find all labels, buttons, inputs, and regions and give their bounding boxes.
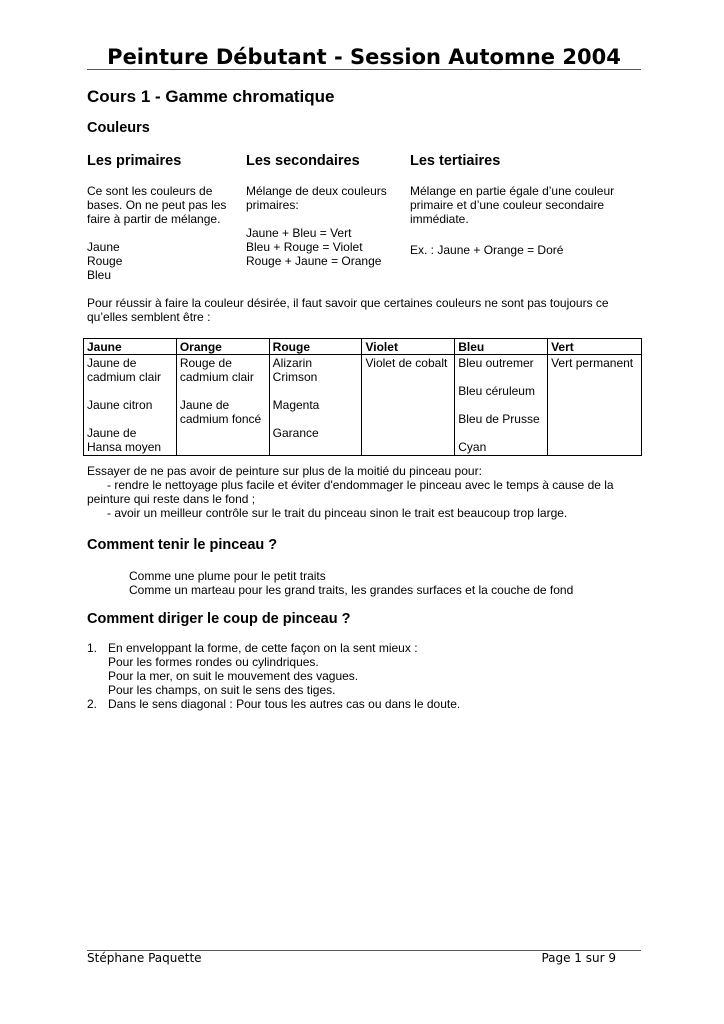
advice-line: peinture qui reste dans le fond ;	[87, 492, 256, 506]
cell-text: Vert permanent	[551, 356, 634, 370]
intro-paragraph: Pour réussir à faire la couleur désirée, il faut savoir que certaines couleurs ne sont pas toujours ce qu’elles semblent être :	[87, 296, 609, 324]
list-item	[87, 641, 460, 697]
column-header-bleu: Bleu	[455, 339, 548, 355]
list-number: 2.	[87, 697, 98, 711]
table-header-row	[84, 339, 642, 355]
footer-page-number: Page 1 sur 9	[541, 951, 616, 965]
colors-heading: Couleurs	[87, 120, 150, 136]
column-header-vert: Vert	[548, 339, 642, 355]
footer-author: Stéphane Paquette	[87, 951, 202, 965]
advice-line: - avoir un meilleur contrôle sur le trait du pinceau sinon le trait est beaucoup trop large.	[107, 506, 568, 520]
cell-text: Jaune de cadmium clair Jaune citron Jaune de Hansa moyen	[87, 356, 162, 454]
table-cell-rouge	[269, 355, 362, 456]
tertiaries-heading: Les tertiaires	[410, 153, 501, 169]
advice-line: - rendre le nettoyage plus facile et éviter d'endommager le pinceau avec le temps à cause de la	[107, 478, 614, 492]
list-text: En enveloppant la forme, de cette façon on la sent mieux : Pour les formes rondes ou cylindriques. Pour la mer, on suit le mouvement des vagues. Pour les champs, on suit le sens des tiges.	[108, 641, 418, 697]
primaries-heading: Les primaires	[87, 153, 182, 169]
column-header-orange: Orange	[176, 339, 269, 355]
primaries-description: Ce sont les couleurs de bases. On ne peut pas les faire à partir de mélange.	[87, 184, 227, 226]
table-row	[84, 355, 642, 456]
cell-text: Alizarin Crimson Magenta Garance	[272, 356, 320, 440]
secondaries-heading: Les secondaires	[246, 153, 360, 169]
table-cell-bleu	[455, 355, 548, 456]
cell-text: Bleu outremer Bleu céruleum Bleu de Prusse Cyan	[458, 356, 540, 454]
direct-heading: Comment diriger le coup de pinceau ?	[87, 611, 351, 627]
advice-line: Essayer de ne pas avoir de peinture sur plus de la moitié du pinceau pour:	[87, 464, 482, 478]
column-header-jaune: Jaune	[84, 339, 177, 355]
direct-list	[87, 641, 460, 711]
secondaries-list: Jaune + Bleu = Vert Bleu + Rouge = Violet Rouge + Jaune = Orange	[246, 226, 382, 268]
advice-block	[87, 464, 647, 520]
course-title: Cours 1 - Gamme chromatique	[87, 87, 335, 106]
list-item	[87, 697, 460, 711]
secondaries-description: Mélange de deux couleurs primaires:	[246, 184, 387, 212]
title-divider	[87, 69, 641, 70]
primaries-list: Jaune Rouge Bleu	[87, 240, 123, 282]
table-cell-vert	[548, 355, 642, 456]
color-table	[83, 338, 642, 456]
cell-text: Rouge de cadmium clair Jaune de cadmium foncé	[179, 356, 262, 426]
list-number: 1.	[87, 641, 98, 655]
table-cell-jaune	[84, 355, 177, 456]
table-cell-violet	[362, 355, 455, 456]
cell-text: Violet de cobalt	[365, 356, 448, 370]
column-header-violet: Violet	[362, 339, 455, 355]
page-title: Peinture Débutant - Session Automne 2004	[107, 45, 621, 69]
tertiaries-description: Mélange en partie égale d’une couleur primaire et d’une couleur secondaire immédiate.	[410, 184, 615, 226]
table-cell-orange	[176, 355, 269, 456]
hold-block	[129, 569, 573, 597]
hold-heading: Comment tenir le pinceau ?	[87, 537, 278, 553]
list-text: Dans le sens diagonal : Pour tous les autres cas ou dans le doute.	[108, 697, 461, 711]
hold-line: Comme une plume pour le petit traits	[129, 569, 326, 583]
tertiaries-example: Ex. : Jaune + Orange = Doré	[410, 243, 564, 257]
column-header-rouge: Rouge	[269, 339, 362, 355]
hold-line: Comme un marteau pour les grand traits, les grandes surfaces et la couche de fond	[129, 583, 574, 597]
